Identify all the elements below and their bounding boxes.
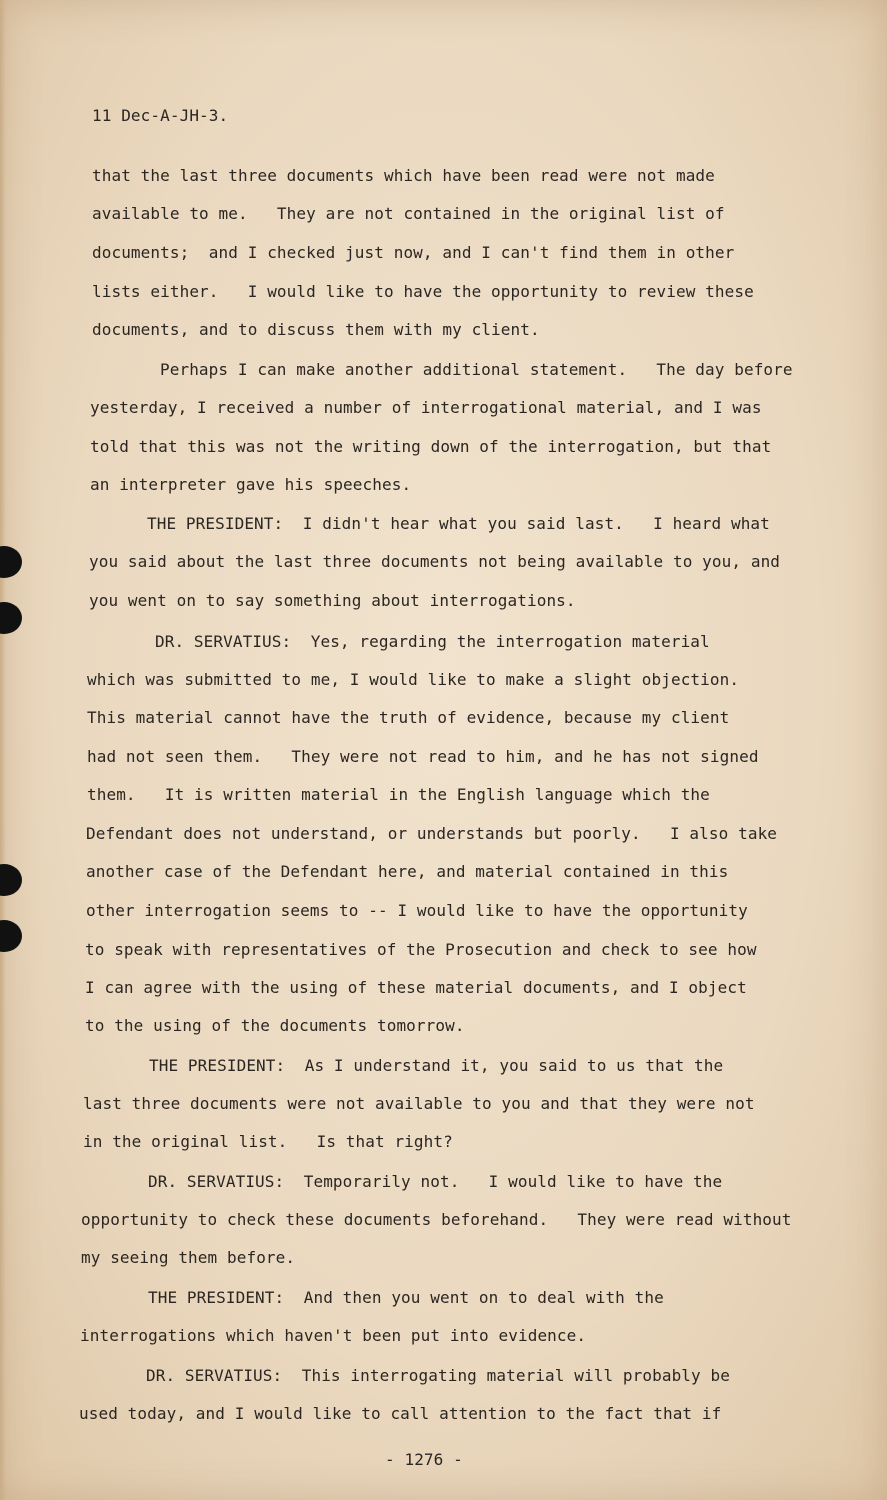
text-line: had not seen them. They were not read to him, and he has not signed <box>87 747 759 766</box>
text-line: available to me. They are not contained in the original list of <box>92 204 725 223</box>
document-reference: 11 Dec-A-JH-3. <box>92 106 229 125</box>
punch-hole <box>0 864 22 896</box>
text-line: an interpreter gave his speeches. <box>90 475 412 494</box>
text-line: them. It is written material in the English language which the <box>87 785 710 804</box>
page-number: - 1276 - <box>385 1450 463 1469</box>
punch-hole <box>0 602 22 634</box>
text-line: documents; and I checked just now, and I can't find them in other <box>92 243 735 262</box>
speaker-line: DR. SERVATIUS: Yes, regarding the interrogation material <box>155 632 710 651</box>
text-line: in the original list. Is that right? <box>83 1132 453 1151</box>
text-line: my seeing them before. <box>81 1248 296 1267</box>
speaker-line: DR. SERVATIUS: This interrogating material will probably be <box>146 1366 730 1385</box>
text-line: used today, and I would like to call attention to the fact that if <box>79 1404 722 1423</box>
speaker-line: THE PRESIDENT: And then you went on to deal with the <box>148 1288 664 1307</box>
text-line: This material cannot have the truth of evidence, because my client <box>87 708 730 727</box>
text-line: to speak with representatives of the Prosecution and check to see how <box>85 940 757 959</box>
text-line: lists either. I would like to have the opportunity to review these <box>92 282 754 301</box>
text-line: another case of the Defendant here, and material contained in this <box>86 862 729 881</box>
text-line: opportunity to check these documents beforehand. They were read without <box>81 1210 792 1229</box>
text-line: you said about the last three documents not being available to you, and <box>89 552 781 571</box>
speaker-line: THE PRESIDENT: I didn't hear what you said last. I heard what <box>147 514 770 533</box>
text-line: documents, and to discuss them with my client. <box>92 320 540 339</box>
punch-hole <box>0 546 22 578</box>
text-line: to the using of the documents tomorrow. <box>85 1016 465 1035</box>
speaker-line: DR. SERVATIUS: Temporarily not. I would like to have the <box>148 1172 723 1191</box>
text-line: you went on to say something about interrogations. <box>89 591 576 610</box>
text-line: other interrogation seems to -- I would like to have the opportunity <box>86 901 748 920</box>
text-line: Defendant does not understand, or understands but poorly. I also take <box>86 824 778 843</box>
text-line: that the last three documents which have been read were not made <box>92 166 715 185</box>
text-line: interrogations which haven't been put into evidence. <box>80 1326 587 1345</box>
text-line: told that this was not the writing down of the interrogation, but that <box>90 437 772 456</box>
text-line: last three documents were not available to you and that they were not <box>83 1094 755 1113</box>
text-line: Perhaps I can make another additional statement. The day before <box>160 360 793 379</box>
page-edge <box>0 0 6 1500</box>
speaker-line: THE PRESIDENT: As I understand it, you said to us that the <box>149 1056 724 1075</box>
punch-hole <box>0 920 22 952</box>
text-line: which was submitted to me, I would like to make a slight objection. <box>87 670 740 689</box>
text-line: I can agree with the using of these material documents, and I object <box>85 978 747 997</box>
text-line: yesterday, I received a number of interrogational material, and I was <box>90 398 762 417</box>
